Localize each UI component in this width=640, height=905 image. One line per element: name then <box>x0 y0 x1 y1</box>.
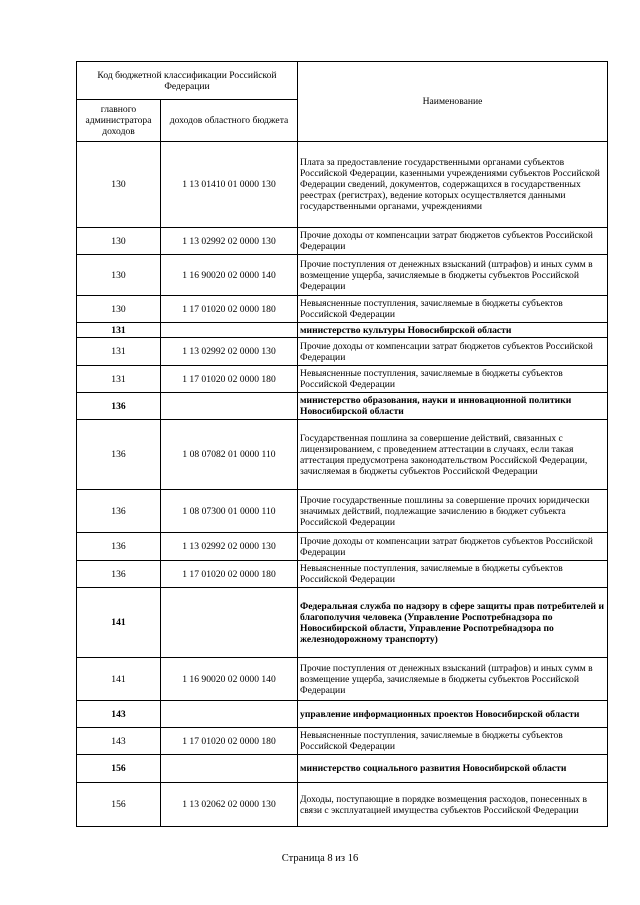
table-row <box>77 296 608 323</box>
admin-code-cell: 130 <box>77 296 161 323</box>
income-code-cell: 1 13 01410 01 0000 130 <box>161 142 298 228</box>
table-row <box>77 255 608 296</box>
name-cell: Доходы, поступающие в порядке возмещения расходов, понесенных в связи с эксплуатацией имущества субъектов Российской Федерации <box>298 783 608 827</box>
income-code-cell: 1 17 01020 02 0000 180 <box>161 561 298 588</box>
name-cell: Плата за предоставление государственными органами субъектов Российской Федерации, казенными учреждениями субъектов Российской Федерации сведений, документов, содержащихся в государственных реестрах (регистрах), ведение которых осуществляется данными государственными органами, учреждениями <box>298 142 608 228</box>
name-cell: министерство культуры Новосибирской области <box>298 323 608 338</box>
table-row <box>77 561 608 588</box>
admin-code-cell: 130 <box>77 228 161 255</box>
name-cell: управление информационных проектов Новосибирской области <box>298 701 608 728</box>
income-code-cell: 1 17 01020 02 0000 180 <box>161 366 298 393</box>
name-cell: Невыясненные поступления, зачисляемые в бюджеты субъектов Российской Федерации <box>298 728 608 755</box>
table-row <box>77 533 608 561</box>
income-code-cell <box>161 755 298 783</box>
admin-code-cell: 136 <box>77 490 161 533</box>
name-cell: Прочие поступления от денежных взысканий (штрафов) и иных сумм в возмещение ущерба, зачисляемые в бюджеты субъектов Российской Федерации <box>298 658 608 701</box>
income-code-cell: 1 17 01020 02 0000 180 <box>161 728 298 755</box>
income-code-cell: 1 16 90020 02 0000 140 <box>161 255 298 296</box>
income-code-cell: 1 13 02992 02 0000 130 <box>161 228 298 255</box>
name-cell: Невыясненные поступления, зачисляемые в бюджеты субъектов Российской Федерации <box>298 561 608 588</box>
table-row <box>77 142 608 228</box>
table-row-section <box>77 755 608 783</box>
table-row <box>77 783 608 827</box>
income-code-cell: 1 13 02992 02 0000 130 <box>161 338 298 366</box>
admin-code-cell: 141 <box>77 658 161 701</box>
name-cell: Государственная пошлина за совершение действий, связанных с лицензированием, с проведением аттестации в случаях, если такая аттестация предусмотрена законодательством Российской Федерации, зачисляемая в бюджеты субъектов Российской Федерации <box>298 420 608 490</box>
name-cell: Невыясненные поступления, зачисляемые в бюджеты субъектов Российской Федерации <box>298 296 608 323</box>
name-cell: Федеральная служба по надзору в сфере защиты прав потребителей и благополучия человека (Управление Роспотребнадзора по Новосибирской области, Управление Роспотребнадзора по железнодорожному транспорту) <box>298 588 608 658</box>
name-cell: министерство образования, науки и инновационной политики Новосибирской области <box>298 393 608 420</box>
name-cell: Невыясненные поступления, зачисляемые в бюджеты субъектов Российской Федерации <box>298 366 608 393</box>
table-row-section <box>77 588 608 658</box>
table-row <box>77 228 608 255</box>
header-code: доходов областного бюджета <box>161 100 298 142</box>
admin-code-cell: 143 <box>77 701 161 728</box>
admin-code-cell: 131 <box>77 366 161 393</box>
table-row <box>77 728 608 755</box>
income-code-cell <box>161 588 298 658</box>
admin-code-cell: 136 <box>77 533 161 561</box>
header-admin: главного администратора доходов <box>77 100 161 142</box>
name-cell: Прочие государственные пошлины за совершение прочих юридически значимых действий, подлежащие зачислению в бюджет субъекта Российской Федерации <box>298 490 608 533</box>
table-row <box>77 490 608 533</box>
admin-code-cell: 131 <box>77 323 161 338</box>
admin-code-cell: 156 <box>77 783 161 827</box>
income-code-cell: 1 08 07300 01 0000 110 <box>161 490 298 533</box>
name-cell: Прочие доходы от компенсации затрат бюджетов субъектов Российской Федерации <box>298 338 608 366</box>
name-cell: Прочие поступления от денежных взысканий (штрафов) и иных сумм в возмещение ущерба, зачисляемые в бюджеты субъектов Российской Федерации <box>298 255 608 296</box>
name-cell: Прочие доходы от компенсации затрат бюджетов субъектов Российской Федерации <box>298 228 608 255</box>
admin-code-cell: 131 <box>77 338 161 366</box>
income-code-cell: 1 16 90020 02 0000 140 <box>161 658 298 701</box>
table-row <box>77 338 608 366</box>
admin-code-cell: 136 <box>77 393 161 420</box>
table-row <box>77 420 608 490</box>
admin-code-cell: 156 <box>77 755 161 783</box>
admin-code-cell: 141 <box>77 588 161 658</box>
admin-code-cell: 136 <box>77 420 161 490</box>
income-code-cell: 1 17 01020 02 0000 180 <box>161 296 298 323</box>
income-code-cell: 1 08 07082 01 0000 110 <box>161 420 298 490</box>
name-cell: министерство социального развития Новосибирской области <box>298 755 608 783</box>
income-code-cell: 1 13 02062 02 0000 130 <box>161 783 298 827</box>
page-number: Страница 8 из 16 <box>281 853 359 864</box>
admin-code-cell: 136 <box>77 561 161 588</box>
table-row-section <box>77 701 608 728</box>
admin-code-cell: 130 <box>77 255 161 296</box>
table-row <box>77 658 608 701</box>
header-name: Наименование <box>298 62 608 142</box>
header-group-title: Код бюджетной классификации Российской Федерации <box>77 62 298 100</box>
table-row-section <box>77 393 608 420</box>
income-code-cell <box>161 323 298 338</box>
budget-classification-table <box>76 61 608 827</box>
income-code-cell: 1 13 02992 02 0000 130 <box>161 533 298 561</box>
table-row <box>77 366 608 393</box>
income-code-cell <box>161 393 298 420</box>
admin-code-cell: 130 <box>77 142 161 228</box>
income-code-cell <box>161 701 298 728</box>
admin-code-cell: 143 <box>77 728 161 755</box>
name-cell: Прочие доходы от компенсации затрат бюджетов субъектов Российской Федерации <box>298 533 608 561</box>
table-row-section <box>77 323 608 338</box>
